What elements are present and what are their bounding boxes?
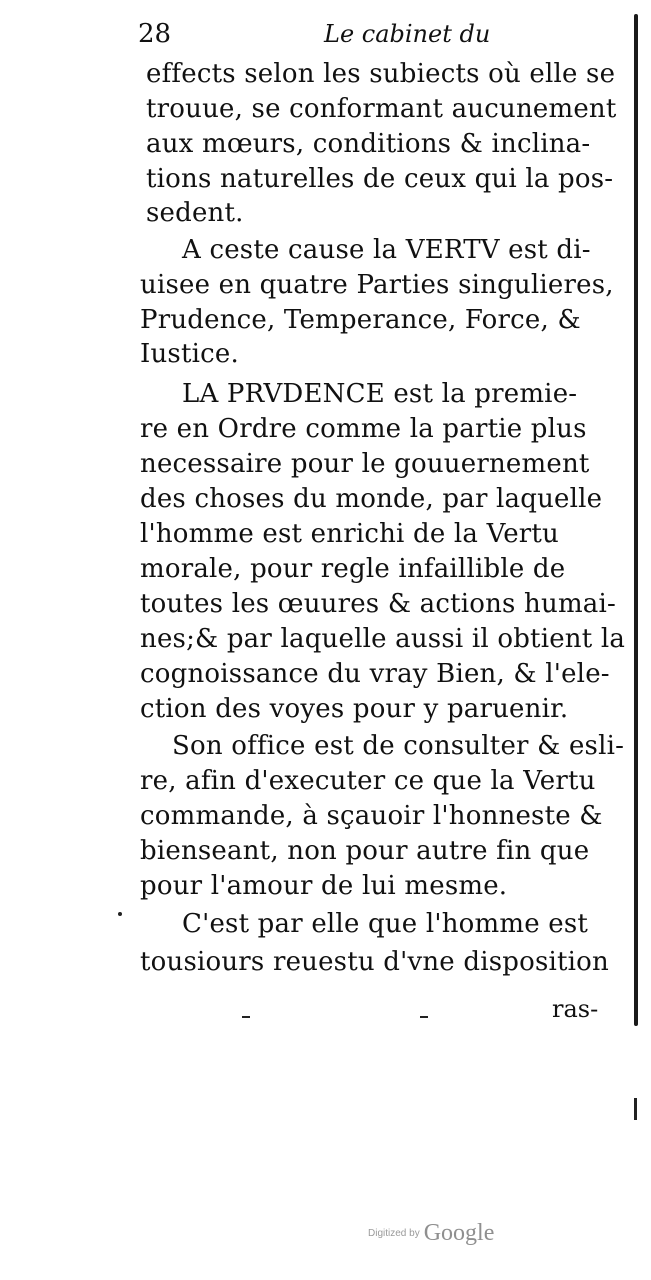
text-line: pour l'amour de lui mesme. xyxy=(140,871,508,901)
text-line: morale, pour regle infaillible de xyxy=(140,554,566,584)
text-line: A ceste cause la VERTV est di- xyxy=(182,235,591,265)
watermark xyxy=(368,1220,494,1247)
running-title: Le cabinet du xyxy=(324,20,491,48)
text-line: C'est par elle que l'homme est xyxy=(182,909,589,939)
text-line: cognoissance du vray Bien, & l'ele- xyxy=(140,659,610,689)
text-line: uisee en quatre Parties singulieres, xyxy=(140,270,614,300)
ink-speck xyxy=(634,1098,637,1120)
text-line: necessaire pour le gouuernement xyxy=(140,449,590,479)
google-logo: Google xyxy=(423,1220,495,1246)
page-edge-rule xyxy=(634,14,638,1026)
text-line: LA PRVDENCE est la premie- xyxy=(182,379,578,409)
text-line: tions naturelles de ceux qui la pos- xyxy=(146,164,614,194)
text-line: re en Ordre comme la partie plus xyxy=(140,414,587,444)
text-line: sedent. xyxy=(146,198,244,228)
text-line: Prudence, Temperance, Force, & xyxy=(140,305,581,335)
text-line: aux mœurs, conditions & inclina- xyxy=(146,129,591,159)
text-line: toutes les œuures & actions humai- xyxy=(140,589,617,619)
text-line: effects selon les subiects où elle se xyxy=(146,59,616,89)
catchword: ras- xyxy=(552,995,599,1023)
text-line: des choses du monde, par laquelle xyxy=(140,484,603,514)
text-line: nes;& par laquelle aussi il obtient la xyxy=(140,624,626,654)
text-line: Son office est de consulter & esli- xyxy=(172,731,625,761)
ink-speck xyxy=(118,912,122,916)
text-line: tousiours reuestu d'vne disposition xyxy=(140,947,609,977)
ink-speck xyxy=(420,1016,428,1018)
text-line: commande, à sçauoir l'honneste & xyxy=(140,801,603,831)
text-line: bienseant, non pour autre fin que xyxy=(140,836,590,866)
text-line: re, afin d'executer ce que la Vertu xyxy=(140,766,596,796)
text-line: ction des voyes pour y paruenir. xyxy=(140,694,569,724)
text-line: Iustice. xyxy=(140,339,239,369)
watermark-prefix: Digitized by xyxy=(368,1228,420,1239)
ink-speck xyxy=(242,1016,250,1018)
page-number: 28 xyxy=(138,19,172,49)
text-line: l'homme est enrichi de la Vertu xyxy=(140,519,560,549)
text-line: trouue, se conformant aucunement xyxy=(146,94,617,124)
